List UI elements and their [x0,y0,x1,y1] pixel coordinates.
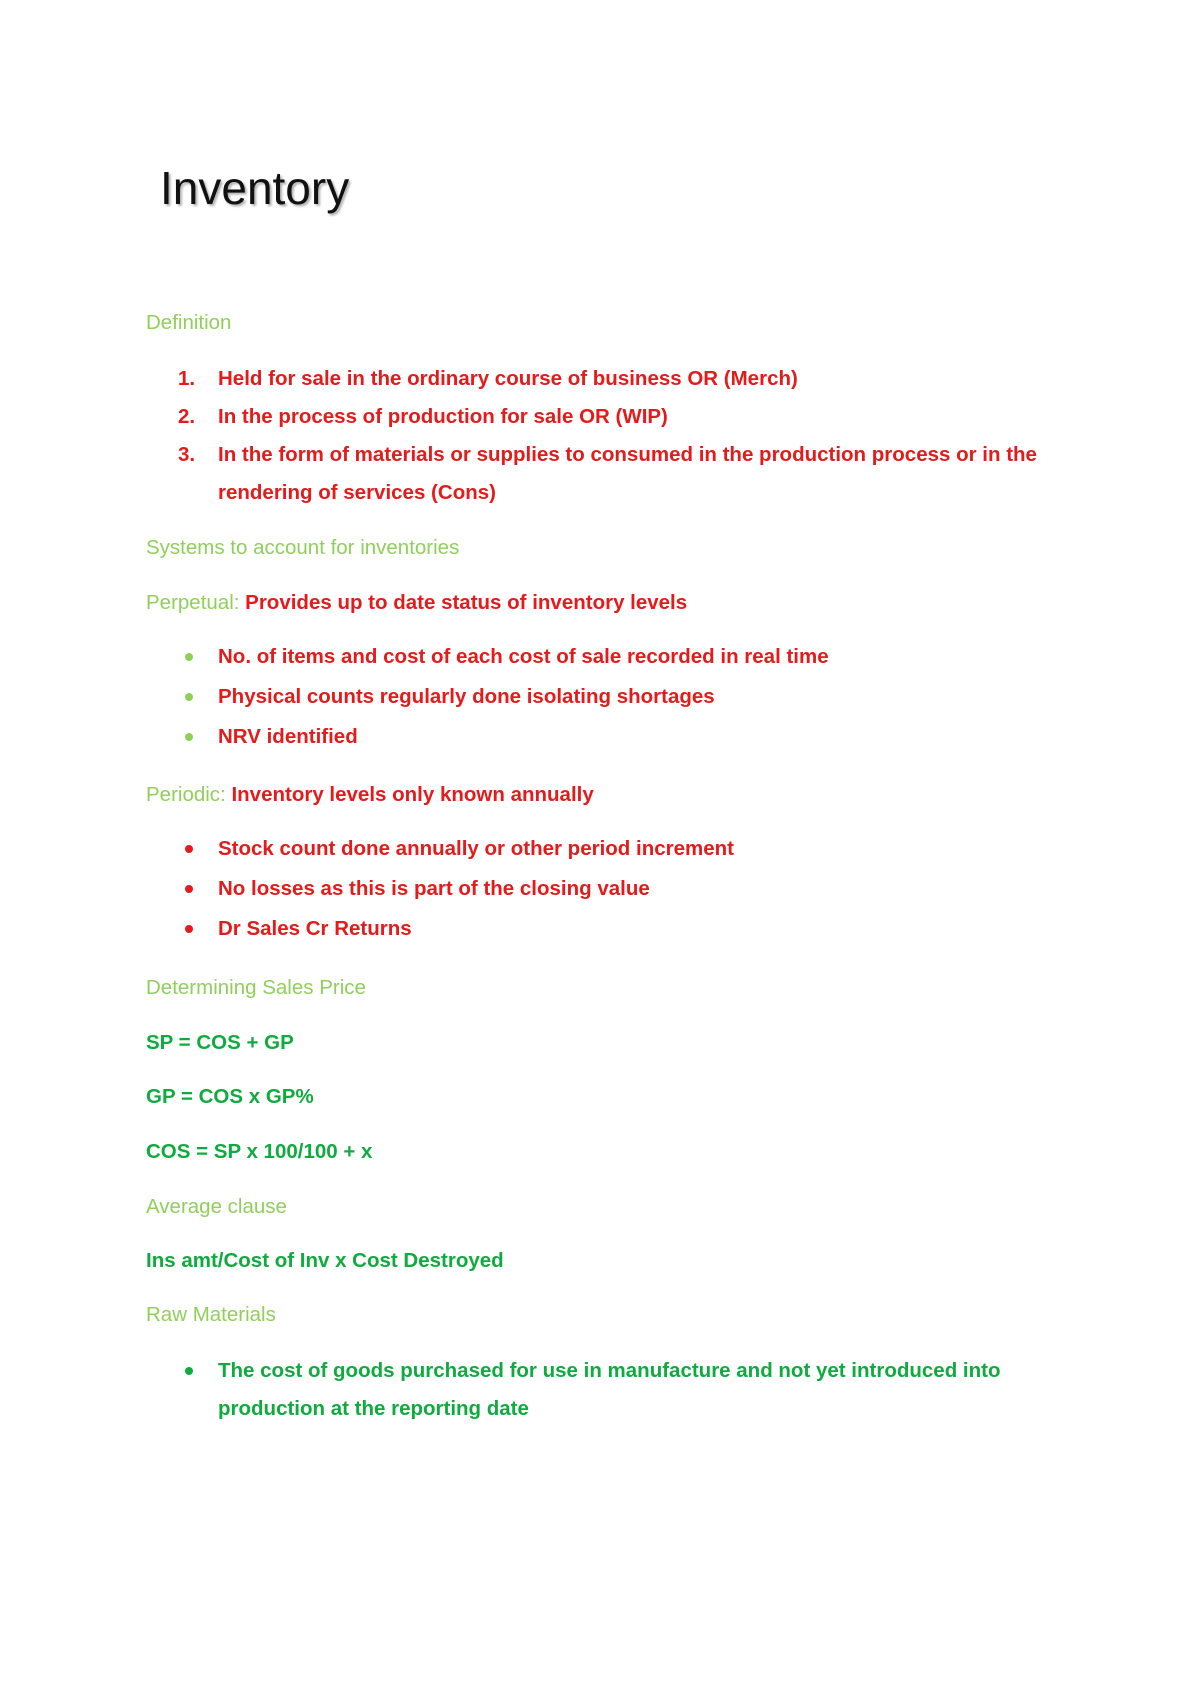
definition-item-3 [178,436,1078,512]
average-clause-formula: Ins amt/Cost of Inv x Cost Destroyed [146,1249,504,1272]
definition-item-text: In the process of production for sale OR (WIP) [218,405,668,428]
periodic-label: Periodic: [146,783,226,806]
page-title: Inventory [160,162,350,214]
bullet-text: Stock count done annually or other period increment [218,837,734,860]
bullet-icon [185,693,193,701]
bullet-text: Physical counts regularly done isolating shortages [218,685,715,708]
perpetual-text: Provides up to date status of inventory levels [245,591,688,614]
perpetual-bullet-3 [218,718,1078,756]
formula-sp: SP = COS + GP [146,1031,294,1054]
periodic-bullet-2 [218,870,1078,908]
bullet-text: NRV identified [218,725,358,748]
perpetual-bullet-2 [218,678,1078,716]
raw-materials-bullet-1 [218,1352,1078,1428]
definition-item-2 [178,398,1078,436]
raw-materials-heading: Raw Materials [146,1303,276,1326]
bullet-icon [185,733,193,741]
definition-item-text: Held for sale in the ordinary course of business OR (Merch) [218,367,798,390]
formula-gp: GP = COS x GP% [146,1085,314,1108]
list-number: 2. [178,405,196,428]
perpetual-line [146,590,687,616]
bullet-text: The cost of goods purchased for use in manufacture and not yet introduced into production at the reporting date [218,1359,1001,1420]
bullet-text: No losses as this is part of the closing value [218,877,650,900]
list-number: 3. [178,443,196,466]
formula-cos: COS = SP x 100/100 + x [146,1140,373,1163]
bullet-text: No. of items and cost of each cost of sale recorded in real time [218,645,829,668]
bullet-icon [185,845,193,853]
bullet-icon [185,885,193,893]
perpetual-label: Perpetual: [146,591,240,614]
bullet-icon [185,653,193,661]
periodic-bullet-1 [218,830,1078,868]
bullet-icon [185,925,193,933]
periodic-line [146,782,594,808]
average-clause-heading: Average clause [146,1195,287,1218]
definition-heading: Definition [146,311,232,334]
periodic-bullet-3 [218,910,1078,948]
systems-heading: Systems to account for inventories [146,536,460,559]
list-number: 1. [178,367,196,390]
perpetual-bullet-1 [218,638,1078,676]
sales-price-heading: Determining Sales Price [146,976,366,999]
definition-item-1 [178,360,1078,398]
periodic-text: Inventory levels only known annually [231,783,594,806]
definition-item-text: In the form of materials or supplies to consumed in the production process or in the rendering of services (Cons) [218,443,1037,504]
bullet-icon [185,1367,193,1375]
bullet-text: Dr Sales Cr Returns [218,917,412,940]
